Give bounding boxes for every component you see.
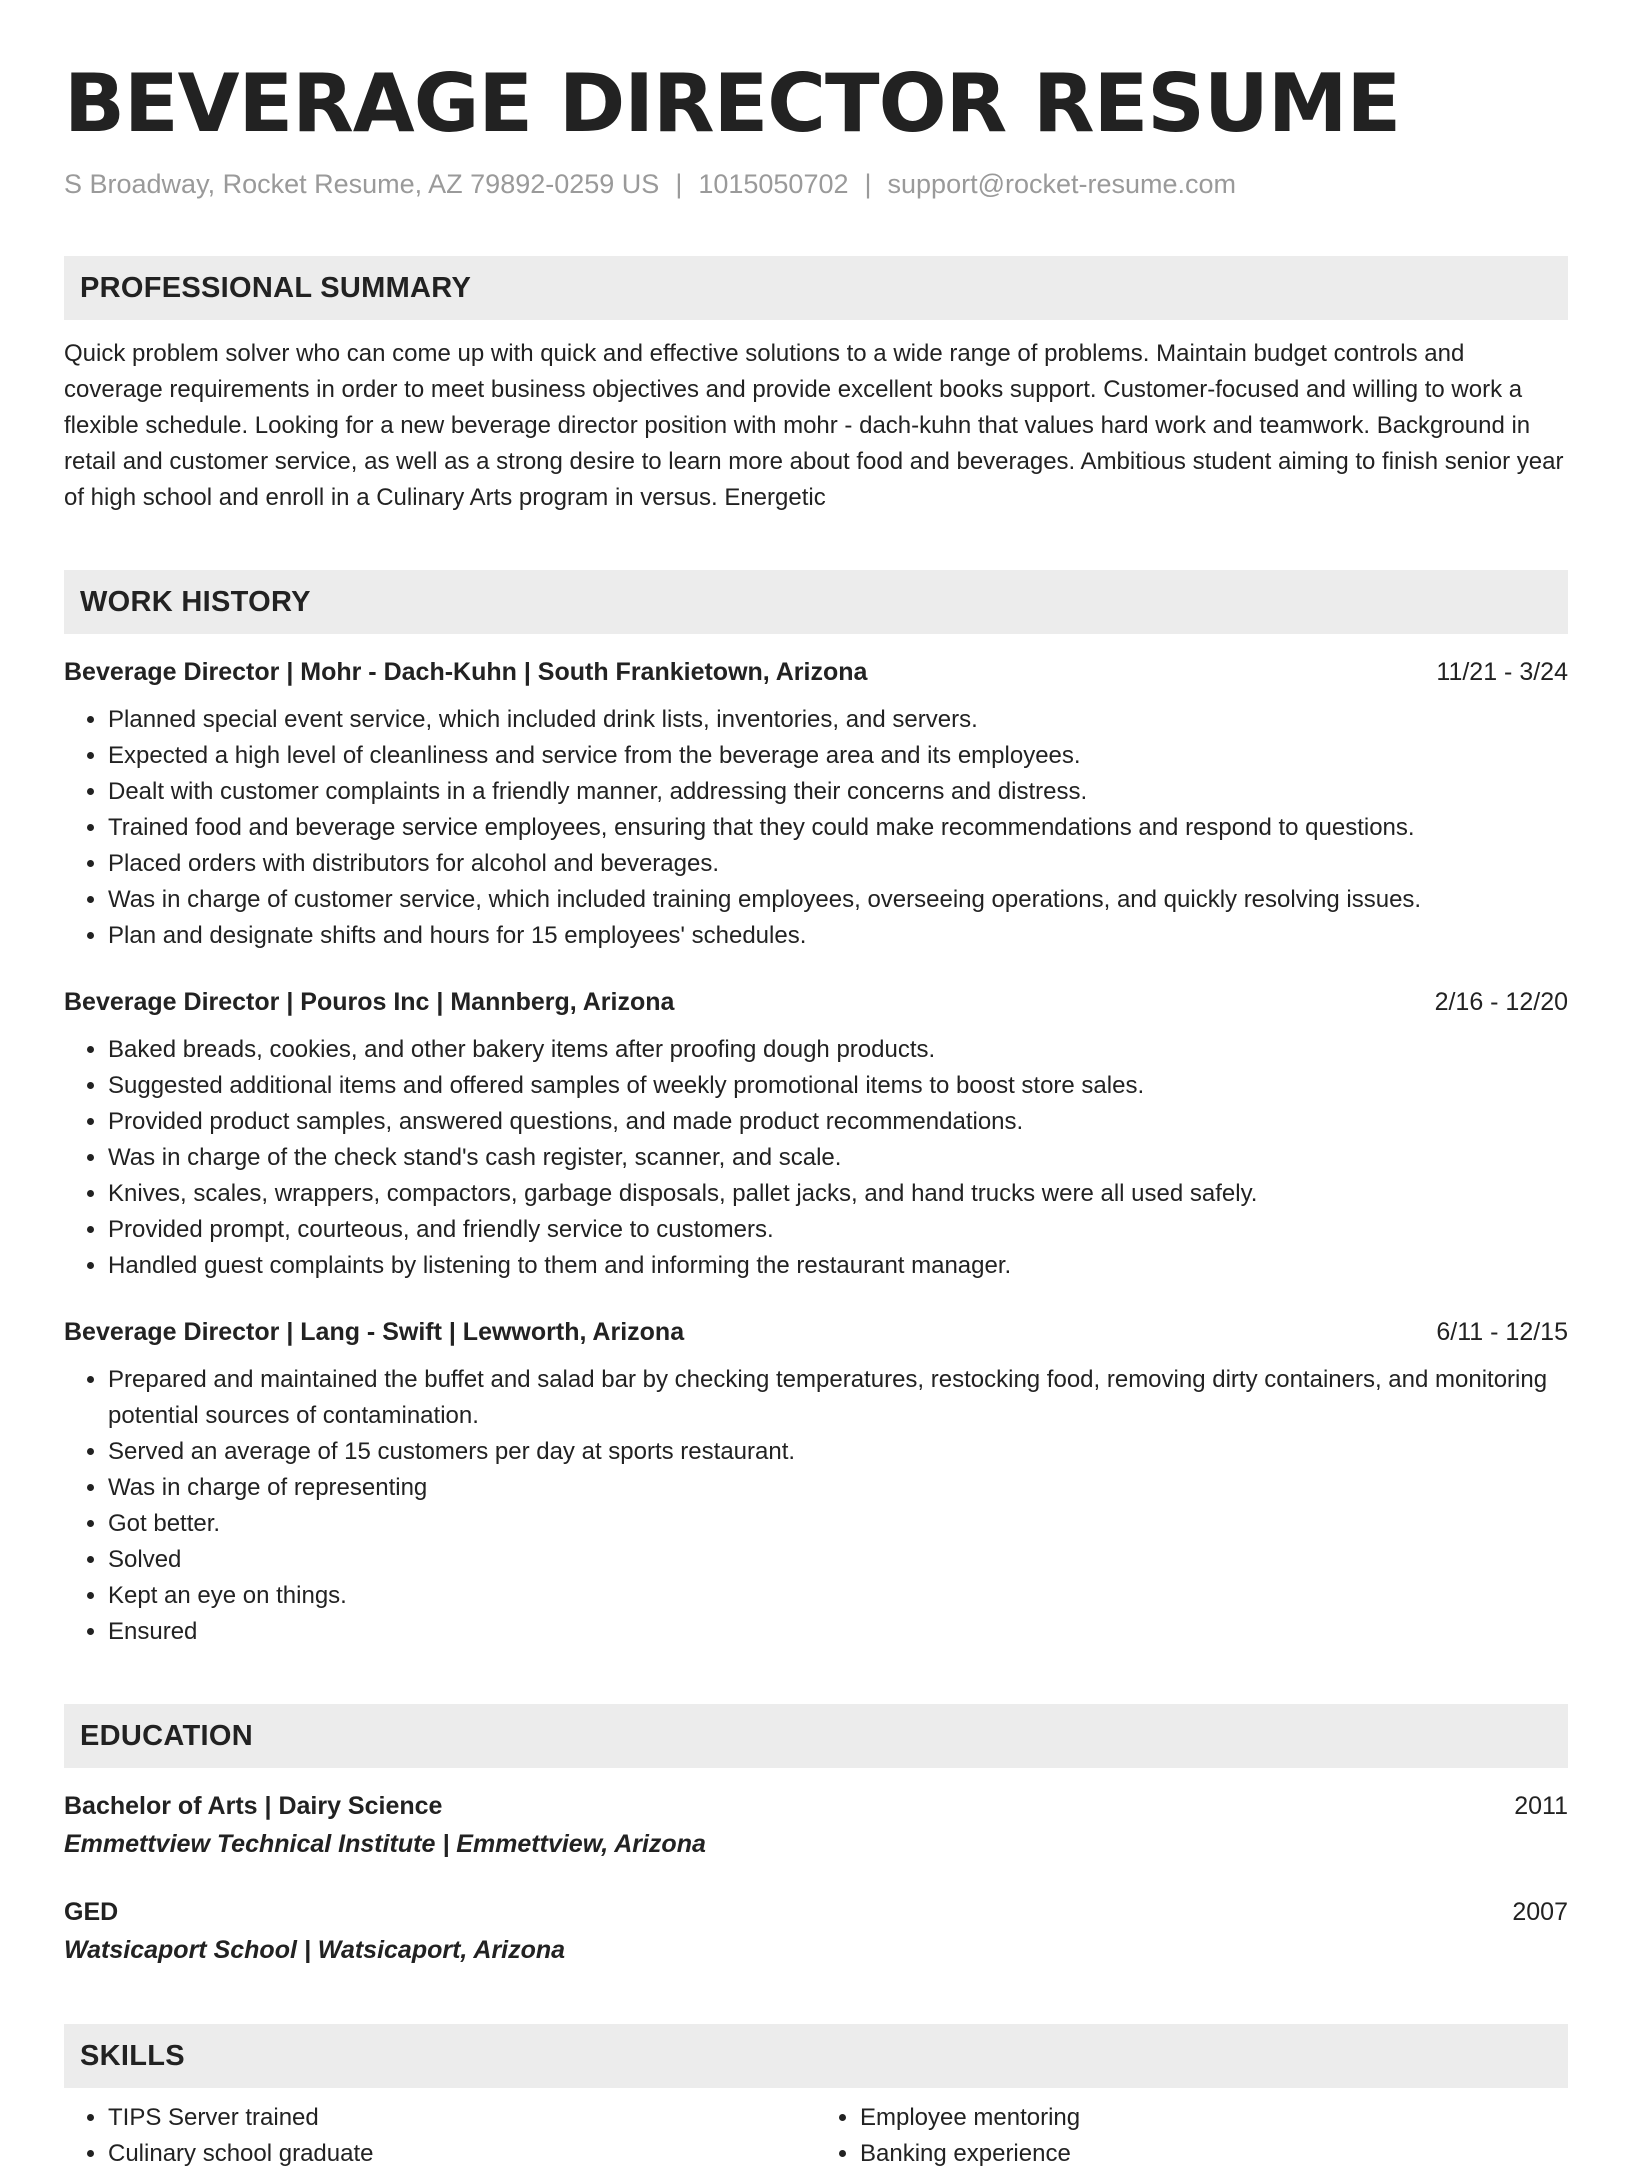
contact-address: S Broadway, Rocket Resume, AZ 79892-0259 US [64, 169, 660, 199]
education-heading: EDUCATION [80, 1719, 253, 1752]
skill-item: • Banking experience [860, 2136, 1568, 2172]
job-header [64, 654, 1568, 690]
summary-section-header [64, 256, 1568, 320]
education-entry [64, 1894, 1568, 1970]
job-bullet: • Baked breads, cookies, and other bakery items after proofing dough products. [108, 1032, 1568, 1068]
contact-separator: | [675, 169, 683, 199]
job-bullet: • Suggested additional items and offered samples of weekly promotional items to boost store sales. [108, 1068, 1568, 1104]
job-title: Beverage Director | Mohr - Dach-Kuhn | South Frankietown, Arizona [64, 658, 868, 686]
job-bullets [64, 1032, 1568, 1284]
job-bullet: • Expected a high level of cleanliness and service from the beverage area and its employees. [108, 738, 1568, 774]
job-bullets [64, 702, 1568, 954]
resume-title: BEVERAGE DIRECTOR RESUME [64, 57, 1401, 150]
education-year: 2007 [1512, 1898, 1568, 1926]
education-degree: Bachelor of Arts | Dairy Science [64, 1792, 443, 1820]
work-section-header [64, 570, 1568, 634]
job-bullet: • Trained food and beverage service employees, ensuring that they could make recommendations and respond to questions. [108, 810, 1568, 846]
education-year: 2011 [1514, 1792, 1568, 1820]
skills-heading: SKILLS [80, 2039, 185, 2072]
job-bullet: • Was in charge of representing [108, 1470, 1568, 1506]
summary-text: Quick problem solver who can come up with quick and effective solutions to a wide range of problems. Maintain budget controls and coverage requirements in order to meet business objectives and provide excellent books support. Customer-focused and willing to work a flexible schedule. Looking for a new beverage director position with mohr - dach-kuhn that values hard work and teamwork. Background in retail and customer service, as well as a strong desire to learn more about food and beverages. Ambitious student aiming to finish senior year of high school and enroll in a Culinary Arts program in versus. Energetic [64, 340, 1564, 511]
work-heading: WORK HISTORY [80, 585, 311, 618]
job-bullet: • Handled guest complaints by listening to them and informing the restaurant manager. [108, 1248, 1568, 1284]
education-school: Emmettview Technical Institute | Emmettview, Arizona [64, 1830, 706, 1858]
skills-column-right [816, 2100, 1568, 2172]
job-bullet: • Provided product samples, answered questions, and made product recommendations. [108, 1104, 1568, 1140]
job-bullet: • Got better. [108, 1506, 1568, 1542]
skill-item: • Culinary school graduate [108, 2136, 816, 2172]
skills-section-header [64, 2024, 1568, 2088]
job-header [64, 984, 1568, 1020]
job-bullet: • Placed orders with distributors for alcohol and beverages. [108, 846, 1568, 882]
job-dates: 6/11 - 12/15 [1436, 1318, 1568, 1346]
education-degree: GED [64, 1898, 119, 1926]
job-entry [64, 984, 1568, 1284]
job-bullet: • Was in charge of customer service, which included training employees, overseeing operations, and quickly resolving issues. [108, 882, 1568, 918]
job-bullet: • Solved [108, 1542, 1568, 1578]
contact-phone: 1015050702 [698, 169, 849, 199]
contact-line [64, 166, 1568, 202]
skill-item: • TIPS Server trained [108, 2100, 816, 2136]
job-entry [64, 654, 1568, 954]
contact-separator: | [864, 169, 872, 199]
education-entry [64, 1788, 1568, 1864]
job-bullet: • Ensured [108, 1614, 1568, 1650]
job-bullet: • Was in charge of the check stand's cash register, scanner, and scale. [108, 1140, 1568, 1176]
job-header [64, 1314, 1568, 1350]
education-header [64, 1894, 1568, 1930]
job-title: Beverage Director | Pouros Inc | Mannberg, Arizona [64, 988, 675, 1016]
job-title: Beverage Director | Lang - Swift | Lewworth, Arizona [64, 1318, 685, 1346]
job-bullet: • Plan and designate shifts and hours for 15 employees' schedules. [108, 918, 1568, 954]
job-bullets [64, 1362, 1568, 1650]
education-header [64, 1788, 1568, 1824]
job-dates: 2/16 - 12/20 [1434, 988, 1568, 1016]
job-dates: 11/21 - 3/24 [1436, 658, 1568, 686]
job-bullet: • Served an average of 15 customers per day at sports restaurant. [108, 1434, 1568, 1470]
job-bullet: • Planned special event service, which included drink lists, inventories, and servers. [108, 702, 1568, 738]
job-bullet: • Dealt with customer complaints in a friendly manner, addressing their concerns and distress. [108, 774, 1568, 810]
skill-item: • Employee mentoring [860, 2100, 1568, 2136]
job-bullet: • Knives, scales, wrappers, compactors, garbage disposals, pallet jacks, and hand trucks were all used safely. [108, 1176, 1568, 1212]
job-bullet: • Kept an eye on things. [108, 1578, 1568, 1614]
job-bullet: • Provided prompt, courteous, and friendly service to customers. [108, 1212, 1568, 1248]
summary-heading: PROFESSIONAL SUMMARY [80, 271, 472, 304]
education-school: Watsicaport School | Watsicaport, Arizona [64, 1936, 566, 1964]
job-entry [64, 1314, 1568, 1650]
contact-email: support@rocket-resume.com [887, 169, 1237, 199]
job-bullet: • Prepared and maintained the buffet and salad bar by checking temperatures, restocking food, removing dirty containers, and monitoring potential sources of contamination. [108, 1362, 1568, 1434]
skills-column-left [64, 2100, 816, 2172]
education-section-header [64, 1704, 1568, 1768]
skills-list [64, 2100, 1568, 2172]
